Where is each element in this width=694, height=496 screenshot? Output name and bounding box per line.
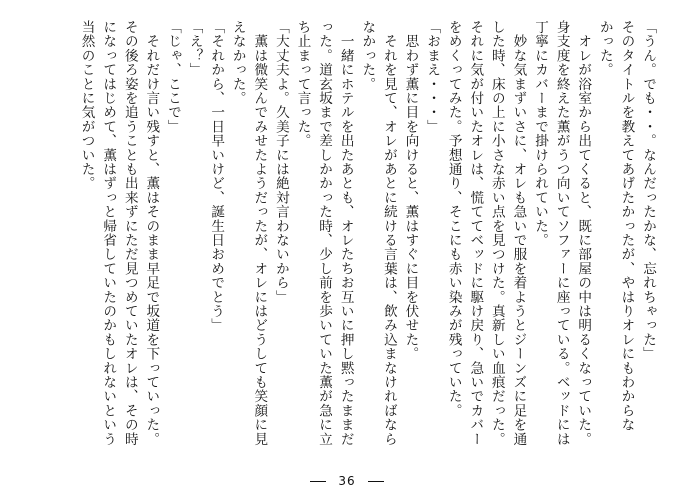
text-line: ち止まって言った。 (294, 20, 311, 148)
text-line: 思わず薫に目を向けると、薫はすぐに目を伏せた。 (402, 20, 419, 361)
text-line: えなかった。 (229, 20, 246, 106)
text-line: 「え？」 (186, 20, 203, 77)
text-line: それを見て、オレがあとに続ける言葉は、飲み込まなければなら (380, 20, 397, 446)
text-line: 当然のことに気がついた。 (78, 20, 95, 191)
text-line: 「おまえ・・・」 (424, 20, 441, 134)
text-line: 身支度を終えた薫がうつ向いてソファーに座っている。ベッドには (553, 20, 570, 446)
text-line: そのタイトルを教えてあげたかったが、やはりオレにもわからな (618, 20, 635, 432)
text-line: 「それから、一日早いけど、誕生日おめでとう」 (208, 20, 225, 333)
text-line: 「うん。でも・・。なんだったかな、忘れちゃった」 (640, 20, 656, 361)
text-line: それだけ言い残すと、薫はそのまま早足で坂道を下っていった。 (143, 20, 160, 446)
text-line: った。道玄坂まで差しかかった時、少し前を歩いていた薫が急に立 (316, 20, 333, 446)
text-line: その後ろ姿を追うことも出来ずにただ見つめていたオレは、その時 (121, 20, 138, 446)
text-line: した時、床の上に小さな赤い点を見つけた。真新しい血痕だった。 (488, 20, 505, 446)
left-dash (310, 481, 326, 482)
text-line: 丁寧にカバーまで掛けられていた。 (532, 20, 549, 248)
text-line: 一緒にホテルを出たあとも、オレたちお互いに押し黙ったままだ (337, 20, 354, 446)
text-line: オレが浴室から出てくると、既に部屋の中は明るくなっていた。 (575, 20, 592, 446)
vertical-text-body (75, 20, 658, 460)
page-number: 36 (338, 474, 356, 488)
text-line: かった。 (596, 20, 613, 77)
text-line: になってはじめて、薫はずっと帰省していたのかもしれないという (100, 20, 117, 446)
text-line: をめくってみた。予想通り、そこにも赤い染みが残っていた。 (445, 20, 462, 418)
text-line: 「じゃ、ここで」 (164, 20, 181, 134)
text-line: 「大丈夫よ。久美子には絶対言わないから」 (272, 20, 289, 304)
text-line: それに気が付いたオレは、慌ててベッドに駆け戻り、急いでカバー (467, 20, 484, 446)
text-line: なかった。 (359, 20, 376, 91)
text-line: 妙な気まずいさに、オレも急いで服を着ようとジーンズに足を通 (510, 20, 527, 446)
page-number-footer (0, 474, 694, 488)
text-line: 薫は微笑んでみせたようだったが、オレにはどうしても笑顔に見 (251, 20, 268, 446)
right-dash (368, 481, 384, 482)
